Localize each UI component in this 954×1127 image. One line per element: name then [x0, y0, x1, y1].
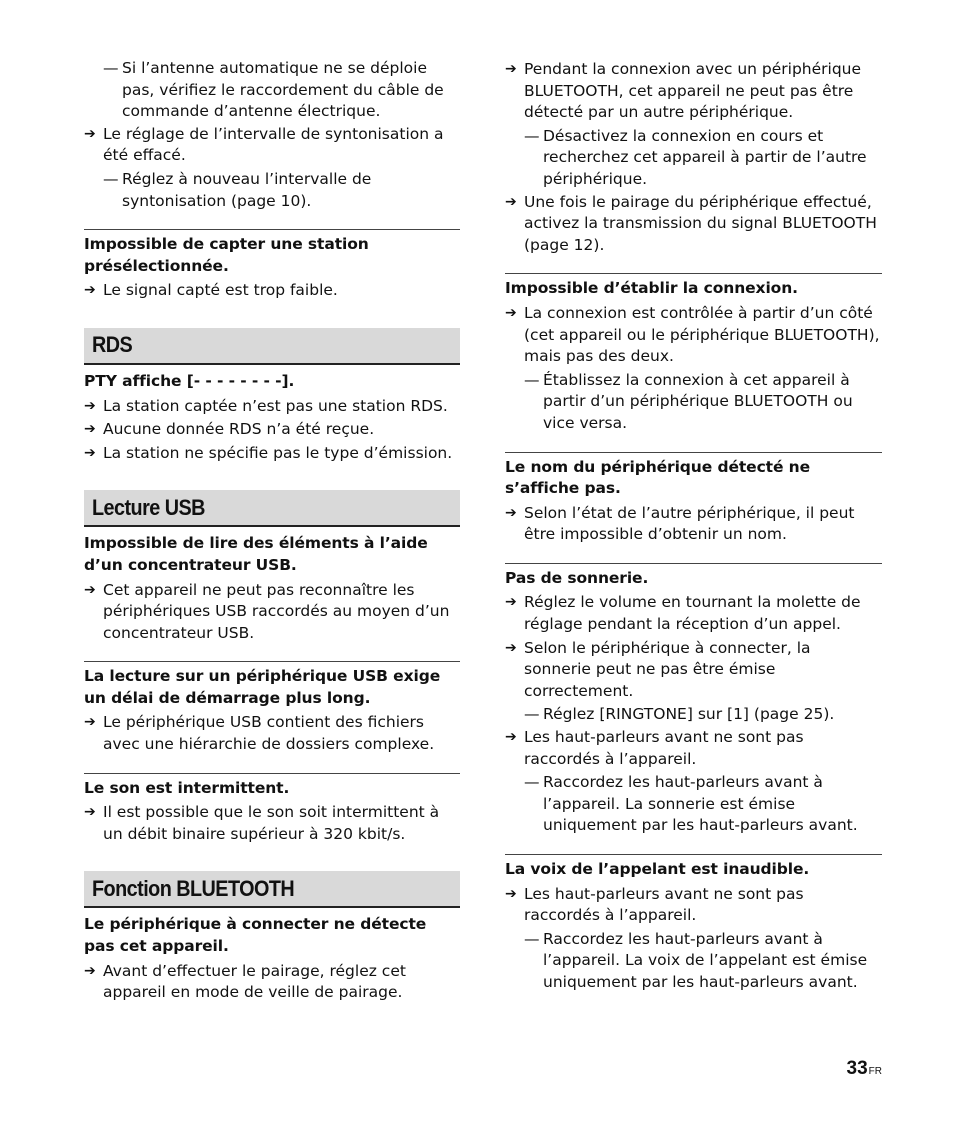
list-item	[84, 419, 460, 441]
list-item	[505, 503, 882, 546]
list-item	[84, 580, 460, 645]
section-title-usb	[84, 490, 460, 527]
list-item	[505, 727, 882, 770]
sub-item	[84, 169, 460, 212]
arrow-right-icon: ➔	[84, 282, 96, 299]
list-item-text: Le périphérique USB contient des fichiers avec une hiérarchie de dossiers complexe.	[103, 713, 435, 754]
list-item	[505, 638, 882, 703]
list-item	[84, 396, 460, 418]
sub-item-text: Si l’antenne automatique ne se déploie pas, vérifiez le raccordement du câble de commande d’antenne électrique.	[122, 59, 444, 121]
dash-icon: —	[524, 773, 540, 792]
list-item-text: Le signal capté est trop faible.	[103, 281, 338, 300]
list-item-text: Les haut-parleurs avant ne sont pas raccordés à l’appareil.	[524, 884, 804, 925]
question-heading: Pas de sonnerie.	[505, 563, 882, 590]
dash-icon: —	[524, 929, 540, 948]
list-item	[84, 802, 460, 845]
sub-item-text: Raccordez les haut-parleurs avant à l’appareil. La sonnerie est émise uniquement par les haut-parleurs avant.	[543, 773, 858, 835]
question-heading: Le nom du périphérique détecté ne s’affiche pas.	[505, 452, 882, 500]
section-title-rds	[84, 328, 460, 365]
page-number-value: 33	[846, 1058, 868, 1079]
list-item	[505, 192, 882, 257]
arrow-right-icon: ➔	[505, 61, 517, 77]
sub-item	[505, 929, 882, 994]
arrow-right-icon: ➔	[505, 193, 517, 210]
question-heading: Le son est intermittent.	[84, 773, 460, 800]
dash-icon: —	[524, 705, 540, 724]
sub-item	[505, 704, 882, 726]
arrow-right-icon: ➔	[505, 304, 517, 321]
list-item-text: Selon l’état de l’autre périphérique, il peut être impossible d’obtenir un nom.	[524, 503, 855, 544]
list-item	[84, 280, 460, 302]
question-heading: La voix de l’appelant est inaudible.	[505, 854, 882, 881]
list-item	[84, 961, 460, 1004]
arrow-right-icon: ➔	[505, 885, 517, 902]
dash-icon: —	[524, 370, 540, 389]
dash-icon: —	[524, 126, 540, 145]
question-heading: Impossible de capter une station présélectionnée.	[84, 229, 460, 277]
list-item-text: Avant d’effectuer le pairage, réglez cet appareil en mode de veille de pairage.	[103, 961, 406, 1002]
list-item-text: Cet appareil ne peut pas reconnaître les périphériques USB raccordés au moyen d’un concentrateur USB.	[103, 580, 450, 642]
arrow-right-icon: ➔	[505, 639, 517, 656]
question-heading: PTY affiche [- - - - - - - -].	[84, 371, 295, 390]
arrow-right-icon: ➔	[84, 125, 96, 142]
list-item-text: La connexion est contrôlée à partir d’un côté (cet appareil ou le périphérique BLUETOOTH), mais pas des deux.	[524, 303, 880, 366]
dash-icon: —	[103, 169, 119, 188]
page-language-code: FR	[868, 1066, 882, 1077]
dash-icon: —	[103, 59, 119, 77]
sub-item-text: Désactivez la connexion en cours et recherchez cet appareil à partir de l’autre périphérique.	[543, 126, 867, 188]
list-item-text: La station ne spécifie pas le type d’émission.	[103, 443, 453, 462]
section-title-text: RDS	[92, 332, 133, 358]
sub-item-text: Réglez [RINGTONE] sur [1] (page 25).	[543, 705, 835, 724]
question-heading: La lecture sur un périphérique USB exige un délai de démarrage plus long.	[84, 661, 460, 709]
list-item-text: Le réglage de l’intervalle de syntonisation a été effacé.	[103, 124, 444, 165]
question-heading: Impossible de lire des éléments à l’aide d’un concentrateur USB.	[84, 534, 428, 574]
list-item	[84, 124, 460, 167]
left-intro	[84, 58, 460, 212]
sub-item-text: Raccordez les haut-parleurs avant à l’appareil. La voix de l’appelant est émise uniquement par les haut-parleurs avant.	[543, 929, 868, 991]
list-item-text: La station captée n’est pas une station RDS.	[103, 396, 448, 415]
arrow-right-icon: ➔	[84, 397, 96, 414]
sub-item	[505, 772, 882, 837]
arrow-right-icon: ➔	[505, 504, 517, 521]
right-intro	[505, 59, 882, 256]
arrow-right-icon: ➔	[84, 714, 96, 731]
arrow-right-icon: ➔	[505, 594, 517, 611]
right-column	[505, 58, 882, 995]
arrow-right-icon: ➔	[84, 581, 96, 598]
list-item-text: Il est possible que le son soit intermittent à un débit binaire supérieur à 320 kbit/s.	[103, 803, 440, 843]
list-item-text: Selon le périphérique à connecter, la sonnerie peut ne pas être émise correctement.	[524, 638, 811, 700]
sub-item-text: Établissez la connexion à cet appareil à partir d’un périphérique BLUETOOTH ou vice versa.	[543, 370, 853, 432]
arrow-right-icon: ➔	[84, 804, 96, 821]
question-heading: Le périphérique à connecter ne détecte pas cet appareil.	[84, 915, 427, 956]
list-item	[505, 884, 882, 927]
list-item-text: Réglez le volume en tournant la molette de réglage pendant la réception d’un appel.	[524, 593, 861, 634]
arrow-right-icon: ➔	[505, 729, 517, 746]
list-item	[505, 592, 882, 635]
page-number	[847, 1058, 882, 1080]
arrow-right-icon: ➔	[84, 962, 96, 979]
list-item	[84, 712, 460, 755]
list-item	[84, 443, 460, 465]
list-item	[505, 59, 882, 124]
list-item-text: Les haut-parleurs avant ne sont pas raccordés à l’appareil.	[524, 728, 804, 768]
arrow-right-icon: ➔	[84, 421, 96, 438]
list-item-text: Une fois le pairage du périphérique effectué, activez la transmission du signal BLUETOOTH (page 12).	[524, 192, 877, 254]
list-item-text: Pendant la connexion avec un périphérique BLUETOOTH, cet appareil ne peut pas être détecté par un autre périphérique.	[524, 60, 862, 122]
sub-item-text: Réglez à nouveau l’intervalle de syntonisation (page 10).	[122, 169, 372, 210]
list-item-text: Aucune donnée RDS n’a été reçue.	[103, 420, 375, 439]
sub-item	[505, 126, 882, 191]
section-title-text: Fonction BLUETOOTH	[92, 875, 295, 901]
section-title-text: Lecture USB	[92, 494, 205, 520]
left-column	[84, 58, 460, 1006]
list-item	[505, 303, 882, 368]
question-heading: Impossible d’établir la connexion.	[505, 273, 882, 300]
arrow-right-icon: ➔	[84, 444, 96, 461]
sub-item	[84, 58, 460, 123]
sub-item	[505, 370, 882, 435]
section-title-bluetooth	[84, 871, 460, 908]
